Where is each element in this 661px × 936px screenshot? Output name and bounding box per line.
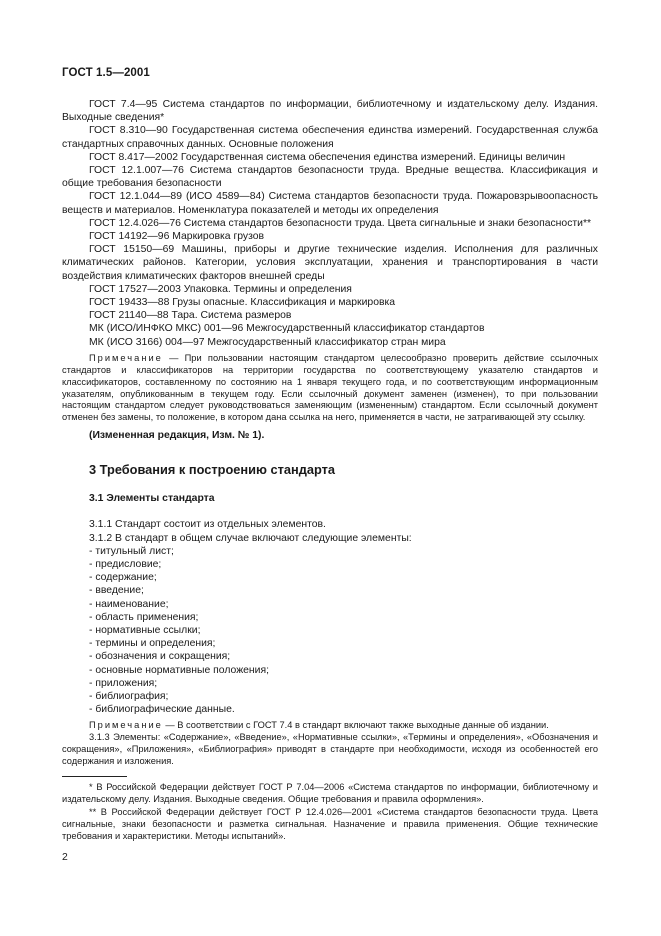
- clause-3-1-3: 3.1.3 Элементы: «Содержание», «Введение», «Нормативные ссылки», «Термины и определения», «Обозначения и сокращения», «Приложения», «Библиография» приводят в стандарте при необходимости, исходя из особенностей его содержания и изложения.: [62, 732, 598, 767]
- document-header: ГОСТ 1.5—2001: [62, 67, 150, 79]
- note-label: Примечание: [89, 352, 163, 363]
- section-heading: 3 Требования к построению стандарта: [89, 462, 335, 478]
- reference-item: ГОСТ 14192—96 Маркировка грузов: [89, 231, 265, 243]
- list-item: - библиография;: [89, 690, 169, 702]
- reference-item: ГОСТ 12.4.026—76 Система стандартов безопасности труда. Цвета сигнальные и знаки безопасности**: [89, 217, 592, 229]
- reference-item: ГОСТ 7.4—95 Система стандартов по информации, библиотечному и издательскому делу. Издания. Выходные сведения*: [62, 99, 598, 124]
- list-item: - приложения;: [89, 677, 158, 689]
- reference-item: ГОСТ 12.1.007—76 Система стандартов безопасности труда. Вредные вещества. Классификация и общие требования безопасности: [62, 165, 598, 190]
- list-item: - основные нормативные положения;: [89, 664, 269, 676]
- reference-item: ГОСТ 12.1.044—89 (ИСО 4589—84) Система стандартов безопасности труда. Пожаровзрывоопасность веществ и материалов. Номенклатура показателей и методы их определения: [62, 191, 598, 216]
- list-item: - термины и определения;: [89, 638, 216, 650]
- list-item: - нормативные ссылки;: [89, 624, 201, 636]
- normative-references-list: [62, 98, 598, 349]
- list-item: - обозначения и сокращения;: [89, 651, 231, 663]
- reference-item: ГОСТ 19433—88 Грузы опасные. Классификация и маркировка: [89, 297, 396, 309]
- reference-item: МК (ИСО 3166) 004—97 Межгосударственный классификатор стран мира: [89, 336, 446, 348]
- amendment-mark: (Измененная редакция, Изм. № 1).: [89, 430, 265, 442]
- reference-item: ГОСТ 15150—69 Машины, приборы и другие технические изделия. Исполнения для различных климатических районов. Категории, условия эксплуатации, хранения и транспортирования в части воздействия климатических факторов внешней среды: [62, 244, 598, 282]
- note-text: — При пользовании настоящим стандартом целесообразно проверить действие ссылочных стандартов и классификаторов на территории государства по соответствующему указателю стандартов и классификаторов, составленному по состоянию на 1 января текущего года, и по соответствующим информационным указателям, опубликованным в текущем году. Если ссылочный документ заменен (изменен), то при пользовании настоящим стандартом следует руководствоваться заменяющим (измененным) стандартом. Если ссылочный документ отменен без замены, то положение, в котором дана ссылка на него, применяется в части, не затрагивающей эту ссылку.: [62, 352, 598, 423]
- list-item: - область применения;: [89, 611, 199, 623]
- footnote-divider: [62, 776, 127, 777]
- footnote-item: * В Российской Федерации действует ГОСТ Р 7.04—2006 «Система стандартов по информации, библиотечному и издательскому делу. Издания. Выходные сведения. Общие требования и правила оформления».: [62, 782, 598, 804]
- list-item: - библиографические данные.: [89, 704, 235, 716]
- list-item: - наименование;: [89, 598, 169, 610]
- reference-item: ГОСТ 17527—2003 Упаковка. Термины и определения: [89, 283, 352, 295]
- footnote-item: ** В Российской Федерации действует ГОСТ Р 12.4.026—2001 «Система стандартов безопасности труда. Цвета сигнальные, знаки безопасности и разметка сигнальная. Назначение и правила применения. Общие технические требования и характеристики. Методы испытаний».: [62, 806, 598, 841]
- reference-item: МК (ИСО/ИНФКО МКС) 001—96 Межгосударственный классификатор стандартов: [89, 323, 485, 335]
- note-label: Примечание: [89, 720, 163, 731]
- note-text: — В соответствии с ГОСТ 7.4 в стандарт включают также выходные данные об издании.: [162, 720, 549, 731]
- reference-item: ГОСТ 21140—88 Тара. Система размеров: [89, 310, 292, 322]
- elements-list: [62, 545, 598, 717]
- list-item: - титульный лист;: [89, 545, 174, 557]
- elements-note: [62, 720, 598, 732]
- footnotes: [62, 782, 598, 844]
- list-item: - содержание;: [89, 572, 157, 584]
- document-body: [62, 98, 598, 768]
- reference-item: ГОСТ 8.310—90 Государственная система обеспечения единства измерений. Государственная служба стандартных справочных данных. Основные положения: [62, 125, 598, 150]
- page-number: 2: [62, 852, 68, 863]
- clause-3-1-2: 3.1.2 В стандарт в общем случае включают следующие элементы:: [89, 532, 412, 544]
- reference-item: ГОСТ 8.417—2002 Государственная система обеспечения единства измерений. Единицы величин: [89, 151, 566, 163]
- clause-3-1-1: 3.1.1 Стандарт состоит из отдельных элементов.: [89, 519, 326, 531]
- subsection-heading: 3.1 Элементы стандарта: [89, 493, 215, 505]
- references-note: [62, 353, 598, 424]
- list-item: - введение;: [89, 585, 144, 597]
- list-item: - предисловие;: [89, 558, 162, 570]
